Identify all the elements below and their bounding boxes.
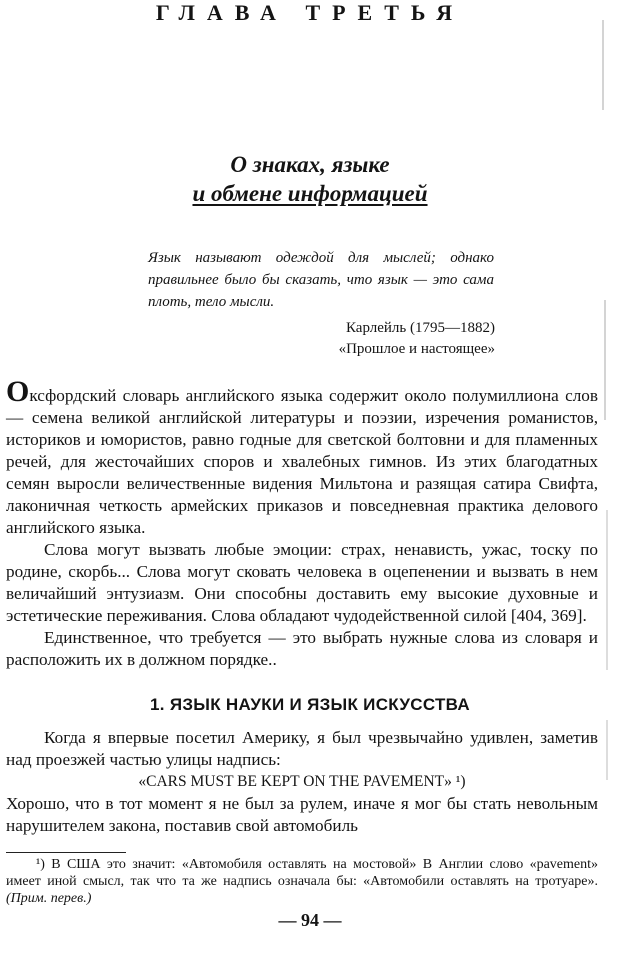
epigraph-text: Язык называют одеждой для мыслей; однако правильнее было бы сказать, что язык — это сама плоть, тело мысли. bbox=[148, 250, 494, 310]
epigraph-author: Карлейль (1795—1882) bbox=[345, 320, 495, 336]
footnote-paragraph bbox=[6, 856, 598, 907]
intro-paragraph-3: Единственное, что требуется — это выбрать нужные слова из словаря и расположить их в должном порядке.. bbox=[6, 628, 598, 669]
intro-text bbox=[6, 375, 598, 671]
drop-cap: О bbox=[6, 375, 30, 408]
section-text bbox=[6, 727, 598, 837]
footnote-rule bbox=[6, 852, 126, 853]
footnote bbox=[6, 856, 598, 907]
street-sign-quote: «CARS MUST BE KEPT ON THE PAVEMENT» ¹) bbox=[138, 773, 466, 790]
epigraph-source: «Прошлое и настоящее» bbox=[338, 341, 495, 357]
scan-artifact bbox=[606, 510, 608, 670]
scan-artifact bbox=[604, 300, 606, 420]
chapter-title-line1: О знаках, языке bbox=[230, 152, 390, 177]
intro-paragraph-1 bbox=[6, 375, 598, 539]
page-number: — 94 — bbox=[278, 910, 342, 930]
epigraph-attribution bbox=[250, 318, 495, 360]
intro-paragraph-1-text: ксфордский словарь английского языка содержит около полумиллиона слов — семена великой английской литературы и поэзии, изречения романистов, историков и юмористов, равно годные для светской болтовни и для пламенных речей, для жесточайших споров и хвалебных гимнов. Из этих благодатных семян выросли величественные видения Мильтона и разящая сатира Свифта, лаконичная четкость армейских приказов и повседневная практика делового английского языка. bbox=[6, 386, 598, 537]
footnote-note: (Прим. перев.) bbox=[6, 891, 92, 906]
section-paragraph-2: Хорошо, что в тот момент я не был за рулем, иначе я мог бы стать невольным нарушителем закона, поставив свой автомобиль bbox=[6, 794, 598, 835]
footnote-text: ¹) В США это значит: «Автомобиля оставлять на мостовой» В Англии слово «pavement» имеет иной смысл, так что та же надпись означала бы: «Автомобили оставлять на тротуаре». bbox=[6, 857, 598, 889]
section-heading: 1. ЯЗЫК НАУКИ И ЯЗЫК ИСКУССТВА bbox=[150, 695, 470, 714]
intro-paragraph-2: Слова могут вызвать любые эмоции: страх, ненависть, ужас, тоску по родине, скорбь... Слова могут сковать человека в оцепенении и вызвать в нем величайший энтузиазм. Они способны доставить ему высокие духовные и эстетические переживания. Слова обладают чудодейственной силой [404, 369]. bbox=[6, 540, 598, 625]
scan-artifact bbox=[602, 20, 604, 110]
chapter-title bbox=[0, 150, 620, 208]
chapter-label: ГЛАВА ТРЕТЬЯ bbox=[155, 0, 465, 25]
scan-artifact bbox=[606, 720, 608, 780]
section-paragraph-1: Когда я впервые посетил Америку, я был чрезвычайно удивлен, заметив над проезжей частью улицы надпись: bbox=[6, 728, 598, 769]
chapter-title-line2: и обмене информацией bbox=[192, 181, 428, 206]
